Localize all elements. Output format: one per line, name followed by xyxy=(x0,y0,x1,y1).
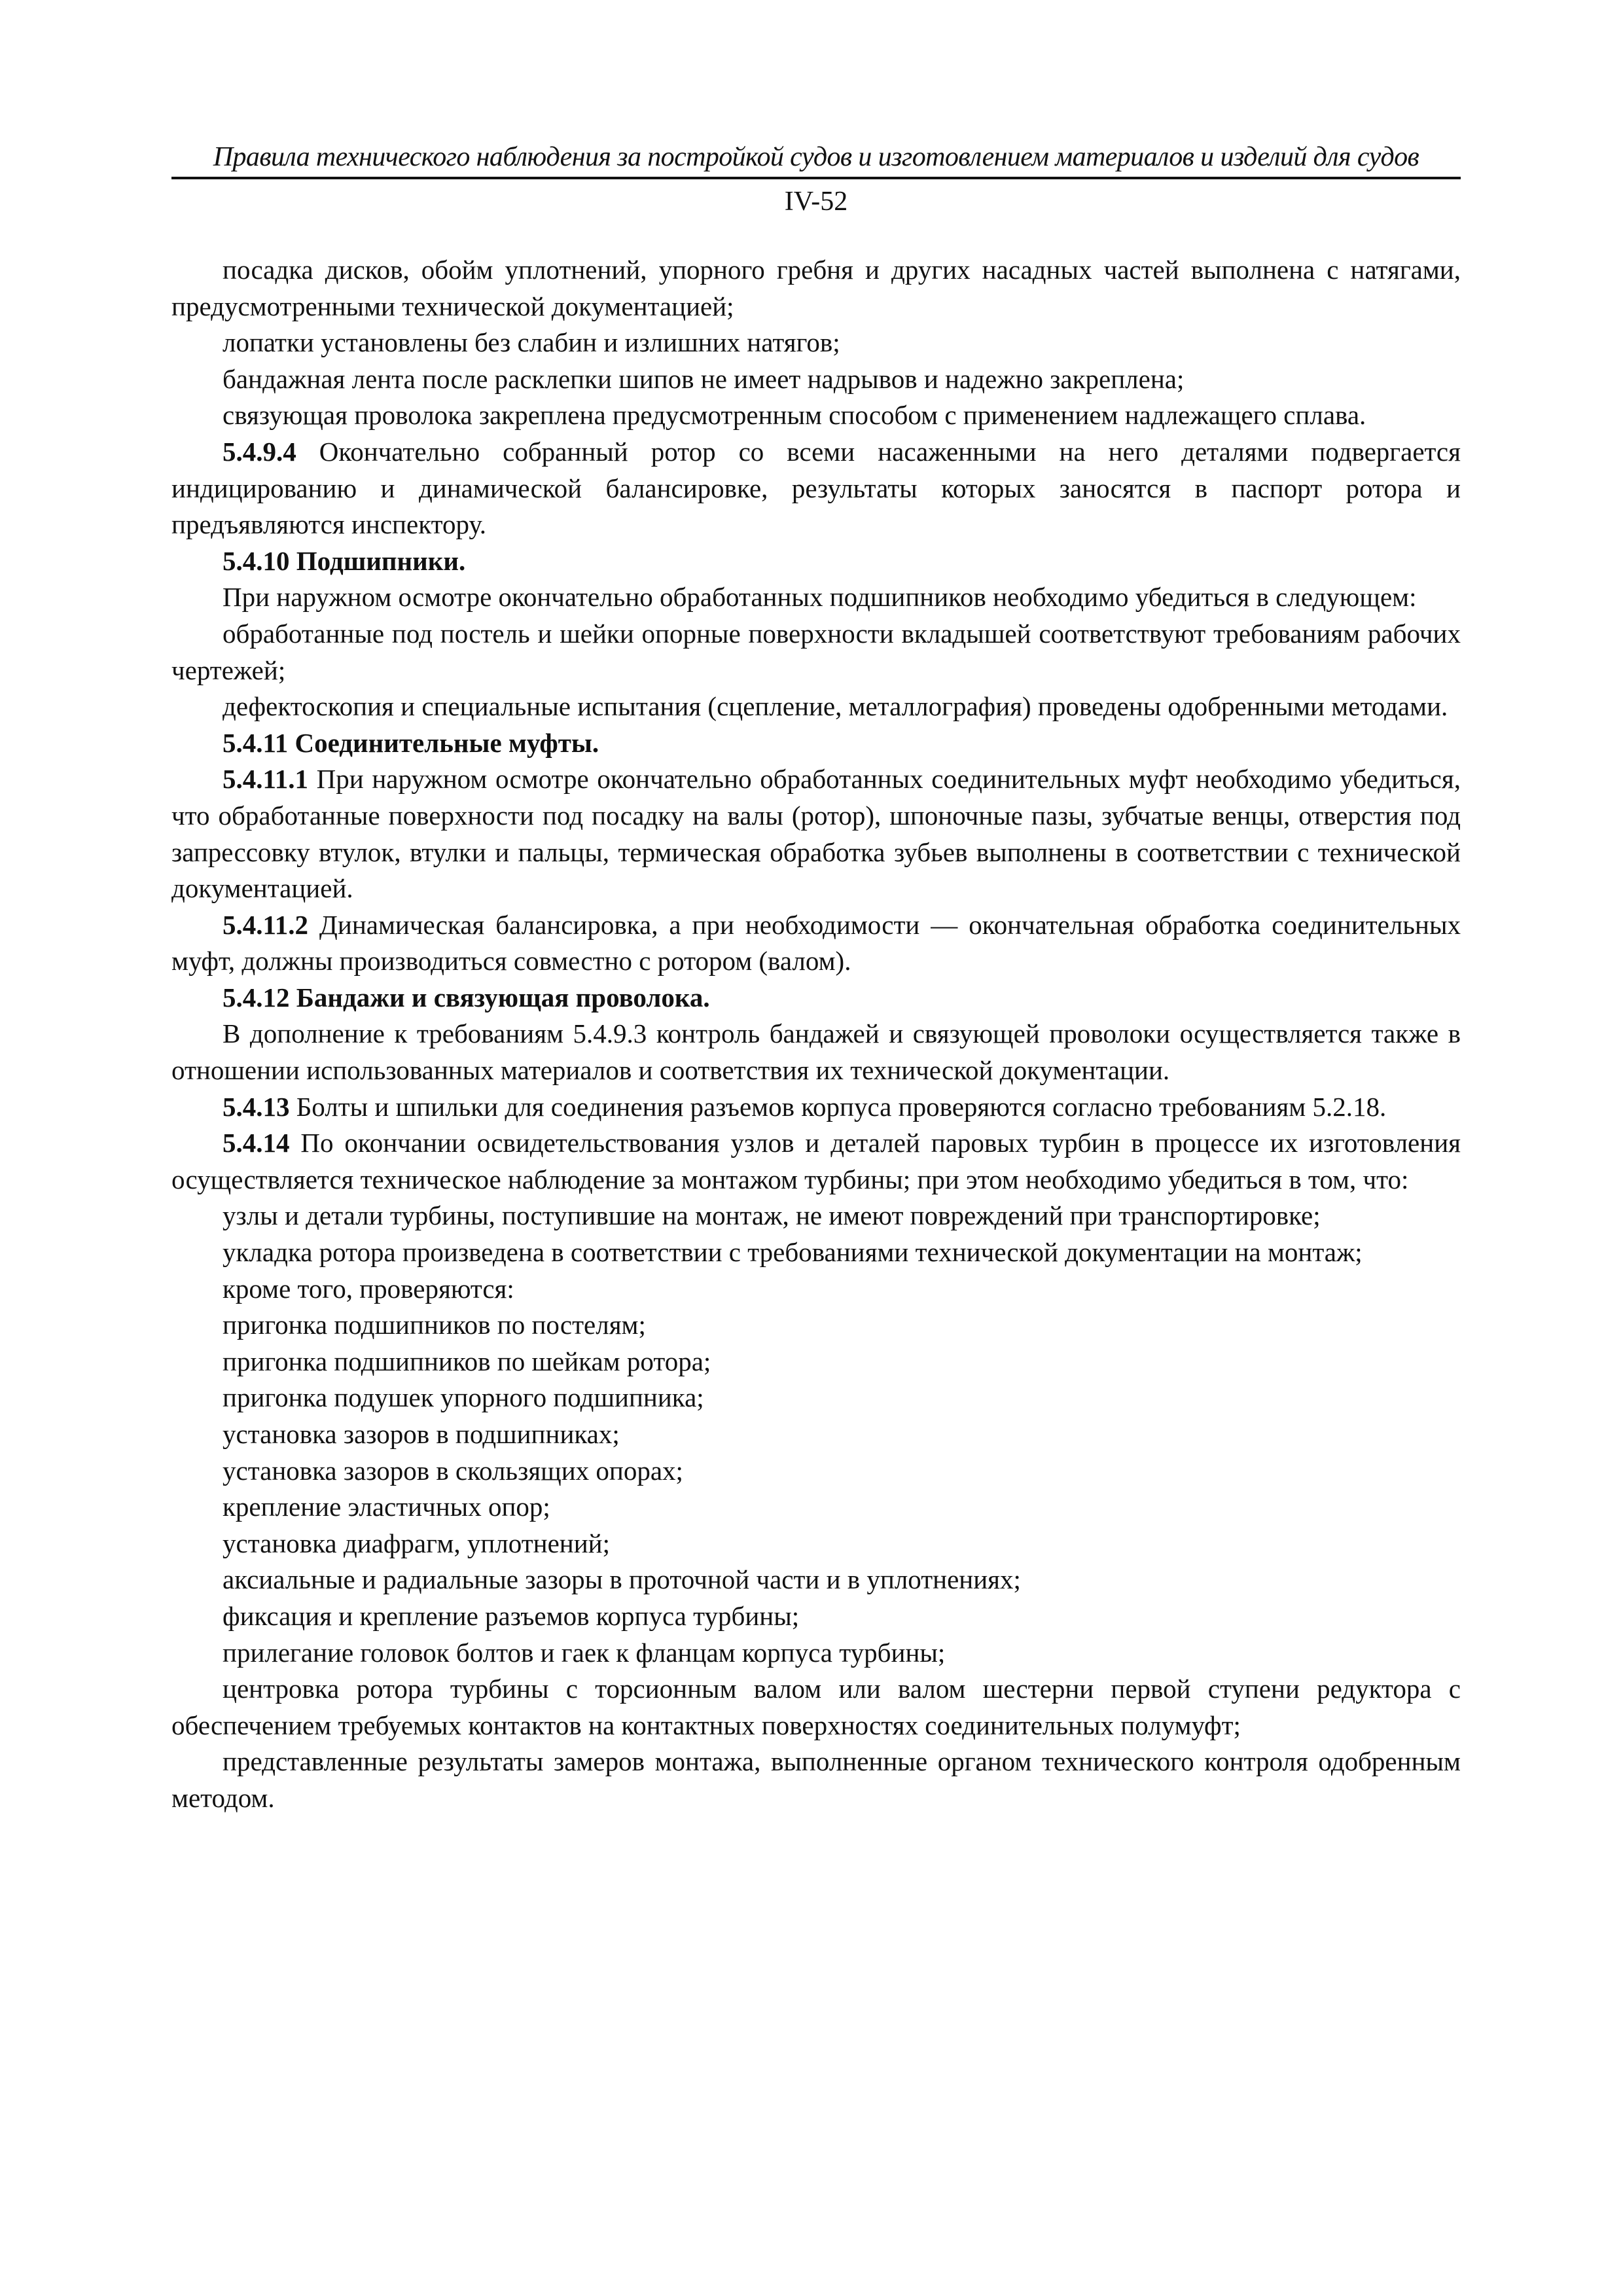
list-item: пригонка подушек упорного подшипника; xyxy=(223,1382,704,1413)
clause-number: 5.4.9.4 xyxy=(223,436,296,467)
clause-number: 5.4.13 xyxy=(223,1091,290,1122)
header-rule xyxy=(171,177,1461,179)
list-item: установка зазоров в скользящих опорах; xyxy=(223,1455,683,1486)
paragraph: 5.4.11.2 Динамическая балансировка, а при необходимости — окончательная обработка соединительных муфт, должны производиться совместно с ротором (валом). xyxy=(171,909,1461,977)
list-item: аксиальные и радиальные зазоры в проточной части и в уплотнениях; xyxy=(223,1564,1021,1595)
list-item: установка диафрагм, уплотнений; xyxy=(223,1528,610,1558)
list-item: пригонка подшипников по шейкам ротора; xyxy=(223,1346,711,1376)
running-header-title: Правила технического наблюдения за постройкой судов и изготовлением материалов и изделий для судов xyxy=(213,142,1419,172)
section-heading: 5.4.11 Соединительные муфты. xyxy=(223,727,599,758)
paragraph: укладка ротора произведена в соответствии с требованиями технической документации на монтаж; xyxy=(223,1237,1363,1268)
list-item: центровка ротора турбины с торсионным валом или валом шестерни первой ступени редуктора с обеспечением требуемых контактов на контактных поверхностях соединительных полумуфт; xyxy=(171,1674,1461,1740)
section-heading: 5.4.12 Бандажи и связующая проволока. xyxy=(223,982,710,1013)
list-item: установка зазоров в подшипниках; xyxy=(223,1419,620,1449)
paragraph: дефектоскопия и специальные испытания (сцепление, металлография) проведены одобренными методами. xyxy=(223,691,1448,722)
paragraph: обработанные под постель и шейки опорные поверхности вкладышей соответствуют требованиям рабочих чертежей; xyxy=(171,618,1461,685)
page-number: IV-52 xyxy=(784,187,848,217)
paragraph: узлы и детали турбины, поступившие на монтаж, не имеют повреждений при транспортировке; xyxy=(223,1200,1321,1231)
list-item: крепление эластичных опор; xyxy=(223,1492,550,1522)
list-item: прилегание головок болтов и гаек к фланцам корпуса турбины; xyxy=(223,1637,946,1668)
clause-number: 5.4.11.2 xyxy=(223,909,308,940)
paragraph: 5.4.9.4 Окончательно собранный ротор со всеми насаженными на него деталями подвергается индицированию и динамической балансировке, результаты которых заносятся в паспорт ротора и предъявляются инспектору. xyxy=(171,436,1461,540)
section-heading: 5.4.10 Подшипники. xyxy=(223,545,466,576)
paragraph: При наружном осмотре окончательно обработанных подшипников необходимо убедиться в следующем: xyxy=(223,582,1417,613)
paragraph: бандажная лента после расклепки шипов не имеет надрывов и надежно закреплена; xyxy=(223,363,1185,394)
paragraph: В дополнение к требованиям 5.4.9.3 контроль бандажей и связующей проволоки осуществляется также в отношении использованных материалов и соответствия их технической документации. xyxy=(171,1018,1461,1086)
paragraph: 5.4.11.1 При наружном осмотре окончательно обработанных соединительных муфт необходимо убедиться, что обработанные поверхности под посадку на валы (ротор), шпоночные пазы, зубчатые венцы, отверстия под запрессовку втулок, втулки и пальцы, термическая обработка зубьев выполнены в соответствии с технической документацией. xyxy=(171,764,1461,904)
paragraph: посадка дисков, обойм уплотнений, упорного гребня и других насадных частей выполнена с натягами, предусмотренными технической документацией; xyxy=(171,255,1461,321)
paragraph: 5.4.13 Болты и шпильки для соединения разъемов корпуса проверяются согласно требованиям 5.2.18. xyxy=(223,1091,1387,1122)
clause-number: 5.4.11.1 xyxy=(223,764,308,795)
paragraph: кроме того, проверяются: xyxy=(223,1273,514,1304)
clause-number: 5.4.14 xyxy=(223,1128,290,1158)
paragraph: лопатки установлены без слабин и излишних натягов; xyxy=(223,327,840,358)
paragraph: 5.4.14 По окончании освидетельствования узлов и деталей паровых турбин в процессе их изготовления осуществляется техническое наблюдение за монтажом турбины; при этом необходимо убедиться в том, что: xyxy=(171,1128,1461,1194)
list-item: фиксация и крепление разъемов корпуса турбины; xyxy=(223,1600,800,1631)
paragraph: связующая проволока закреплена предусмотренным способом с применением надлежащего сплава. xyxy=(223,400,1366,431)
list-item: пригонка подшипников по постелям; xyxy=(223,1310,646,1340)
list-item: представленные результаты замеров монтажа, выполненные органом технического контроля одобренным методом. xyxy=(171,1746,1461,1813)
body-text xyxy=(171,252,1461,1817)
